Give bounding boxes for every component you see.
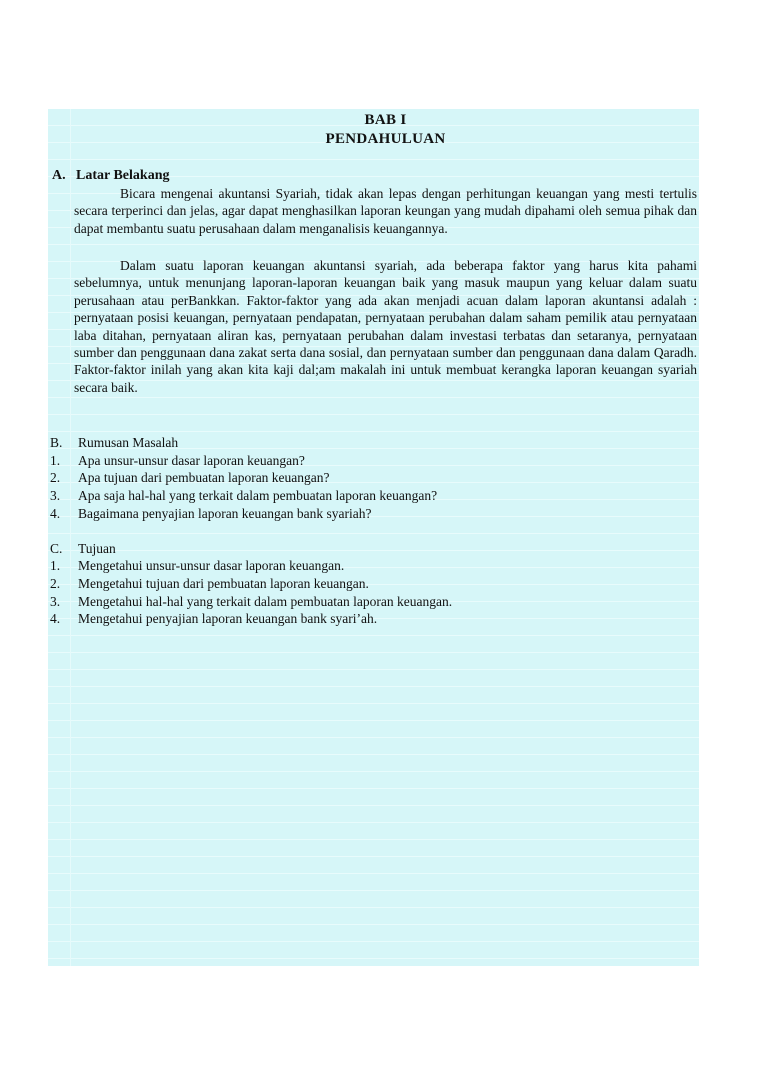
section-c-title: Tujuan (78, 541, 116, 556)
section-c-marker: C. (50, 541, 63, 556)
spreadsheet-background (48, 109, 699, 966)
list-item (48, 452, 305, 469)
list-item (48, 593, 452, 610)
background-paragraph-2: Dalam suatu laporan keuangan akuntansi syariah, ada beberapa faktor yang harus kita pahami sebelumnya, untuk menunjang laporan-laporan keuangan baik yang masuk maupun yang keluar dalam suatu perusahaan atau perBankkan. Faktor-faktor yang ada akan menjadi acuan dalam laporan akuntansi adalah : pernyataan posisi keuangan, pernyataan pendapatan, pernyataan perubahan dalam saham pemilik atau pernyataan laba ditahan, pernyataan aliran kas, pernyataan perubahan dalam investasi terbatas dan setaranya, pernyataan sumber dan penggunaan dana zakat serta dana sosial, dan pernyataan sumber dan penggunaan dana dalam Qaradh. Faktor-faktor inilah yang akan kita kaji dal;am makalah ini untuk membuat kerangka laporan keuangan syariah secara baik. (74, 258, 697, 395)
chapter-number: BAB I (364, 112, 407, 128)
section-b-title: Rumusan Masalah (78, 435, 179, 450)
list-item-number: 3. (50, 488, 61, 503)
list-item-text: Apa tujuan dari pembuatan laporan keuangan? (78, 470, 330, 485)
list-item-text: Mengetahui unsur-unsur dasar laporan keuangan. (78, 558, 345, 573)
chapter-title: PENDAHULUAN (325, 131, 446, 147)
section-c-heading (48, 540, 116, 557)
list-item-text: Apa saja hal-hal yang terkait dalam pembuatan laporan keuangan? (78, 488, 438, 503)
list-item (48, 610, 377, 627)
list-item-number: 1. (50, 558, 61, 573)
list-item (48, 575, 369, 592)
list-item (48, 557, 344, 574)
list-item (48, 487, 437, 504)
list-item-number: 4. (50, 611, 61, 626)
section-a-marker: A. (52, 168, 66, 183)
list-item-number: 2. (50, 576, 61, 591)
list-item-number: 3. (50, 594, 61, 609)
list-item-number: 1. (50, 453, 61, 468)
list-item-number: 2. (50, 470, 61, 485)
list-item-text: Bagaimana penyajian laporan keuangan bank syariah? (78, 506, 372, 521)
section-a-title: Latar Belakang (76, 168, 170, 183)
background-paragraph-1: Bicara mengenai akuntansi Syariah, tidak akan lepas dengan perhitungan keuangan yang mesti tertulis secara terperinci dan jelas, agar dapat menghasilkan laporan keungan yang mudah dipahami oleh semua pihak dan dapat membantu suatu perusahaan dalam menganalisis keuangannya. (74, 186, 697, 236)
list-item-text: Apa unsur-unsur dasar laporan keuangan? (78, 453, 305, 468)
list-item-text: Mengetahui hal-hal yang terkait dalam pembuatan laporan keuangan. (78, 594, 453, 609)
list-item-number: 4. (50, 506, 61, 521)
list-item-text: Mengetahui penyajian laporan keuangan bank syari’ah. (78, 611, 378, 626)
list-item-text: Mengetahui tujuan dari pembuatan laporan keuangan. (78, 576, 369, 591)
list-item (48, 469, 330, 486)
list-item (48, 505, 372, 522)
section-b-heading (48, 434, 178, 451)
section-b-marker: B. (50, 435, 63, 450)
section-a-heading (52, 167, 169, 184)
